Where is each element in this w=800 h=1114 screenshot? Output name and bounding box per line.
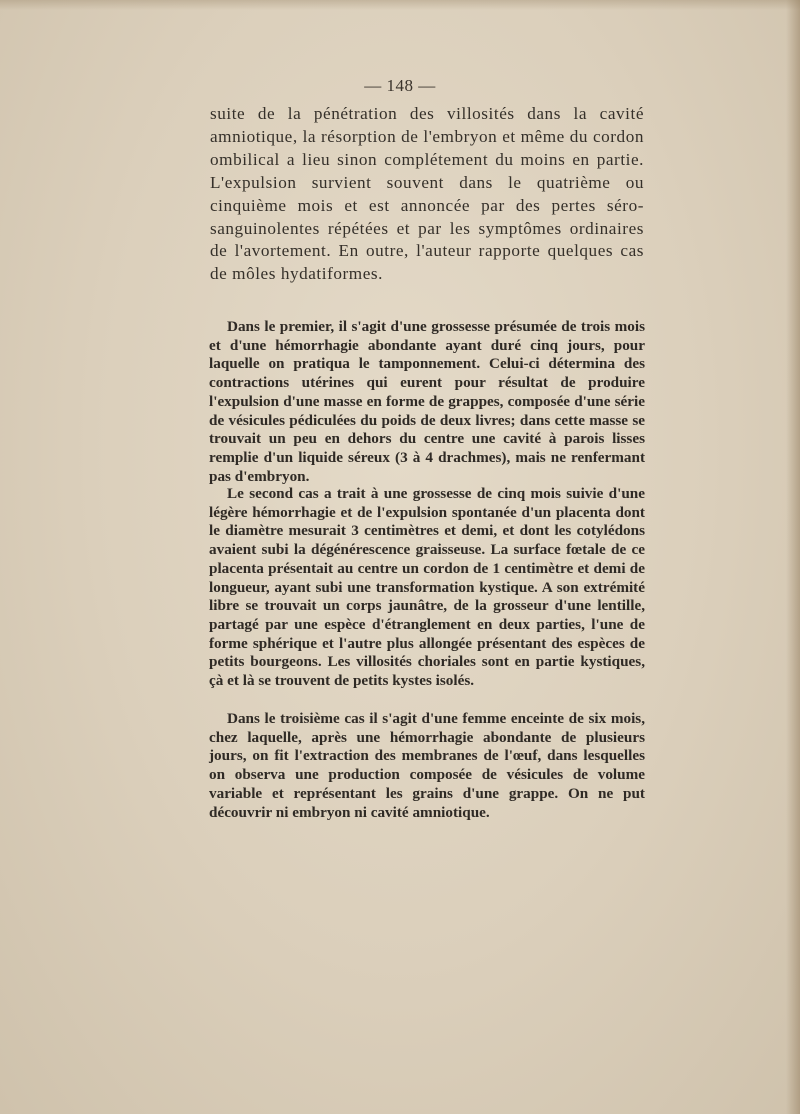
page-number: — 148 — — [364, 76, 436, 95]
paragraph-case-3: Dans le troisième cas il s'agit d'une femme enceinte de six mois, chez laquelle, après une hémorrhagie abondante de plusieurs jours, on fit l'extraction des membranes de l'œuf, dans lesquelles on observa une production composée de vésicules de volume variable et représentant les grains d'une grappe. On ne put découvrir ni embryon ni cavité amniotique. — [209, 710, 645, 821]
paragraph-case-1: Dans le premier, il s'agit d'une grossesse présumée de trois mois et d'une hémorrhagie abondante ayant duré cinq jours, pour laquelle on pratiqua le tamponnement. Celui-ci détermina des contractions utérines qui eurent pour résultat de produire l'expulsion d'une masse en forme de grappes, composée d'une série de vésicules pédiculées du poids de deux livres; dans cette masse se trouvait un peu en dehors du centre une cavité à parois lisses remplie d'un liquide séreux (3 à 4 drachmes), mais ne renfermant pas d'embryon. — [209, 318, 645, 485]
intro-paragraph: suite de la pénétration des villosités dans la cavité amniotique, la résorption de l'embryon et même du cordon ombilical a lieu sinon complétement du moins en partie. L'expulsion survient souvent dans le quatrième ou cinquième mois et est annoncée par des pertes séro-sanguinolentes répétées et par les symptômes ordinaires de l'avortement. En outre, l'auteur rapporte quelques cas de môles hydatiformes. — [210, 104, 644, 284]
paragraph-case-2: Le second cas a trait à une grossesse de cinq mois suivie d'une légère hémorrhagie et de l'expulsion spontanée d'un placenta dont le diamètre mesurait 3 centimètres et demi, et dont les cotylédons avaient subi la dégénérescence graisseuse. La surface fœtale de ce placenta présentait au centre un cordon de 1 centimètre et demi de longueur, ayant subi une transformation kystique. A son extrémité libre se trouvait un corps jaunâtre, de la grosseur d'une lentille, partagé par une espèce d'étranglement en deux parties, l'une de forme sphérique et l'autre plus allongée présentant des espèces de petits bourgeons. Les villosités choriales sont en partie kystiques, çà et là se trouvent de petits kystes isolés. — [209, 485, 645, 690]
page-top-shadow — [0, 0, 800, 10]
page-edge-shadow — [786, 0, 800, 1114]
